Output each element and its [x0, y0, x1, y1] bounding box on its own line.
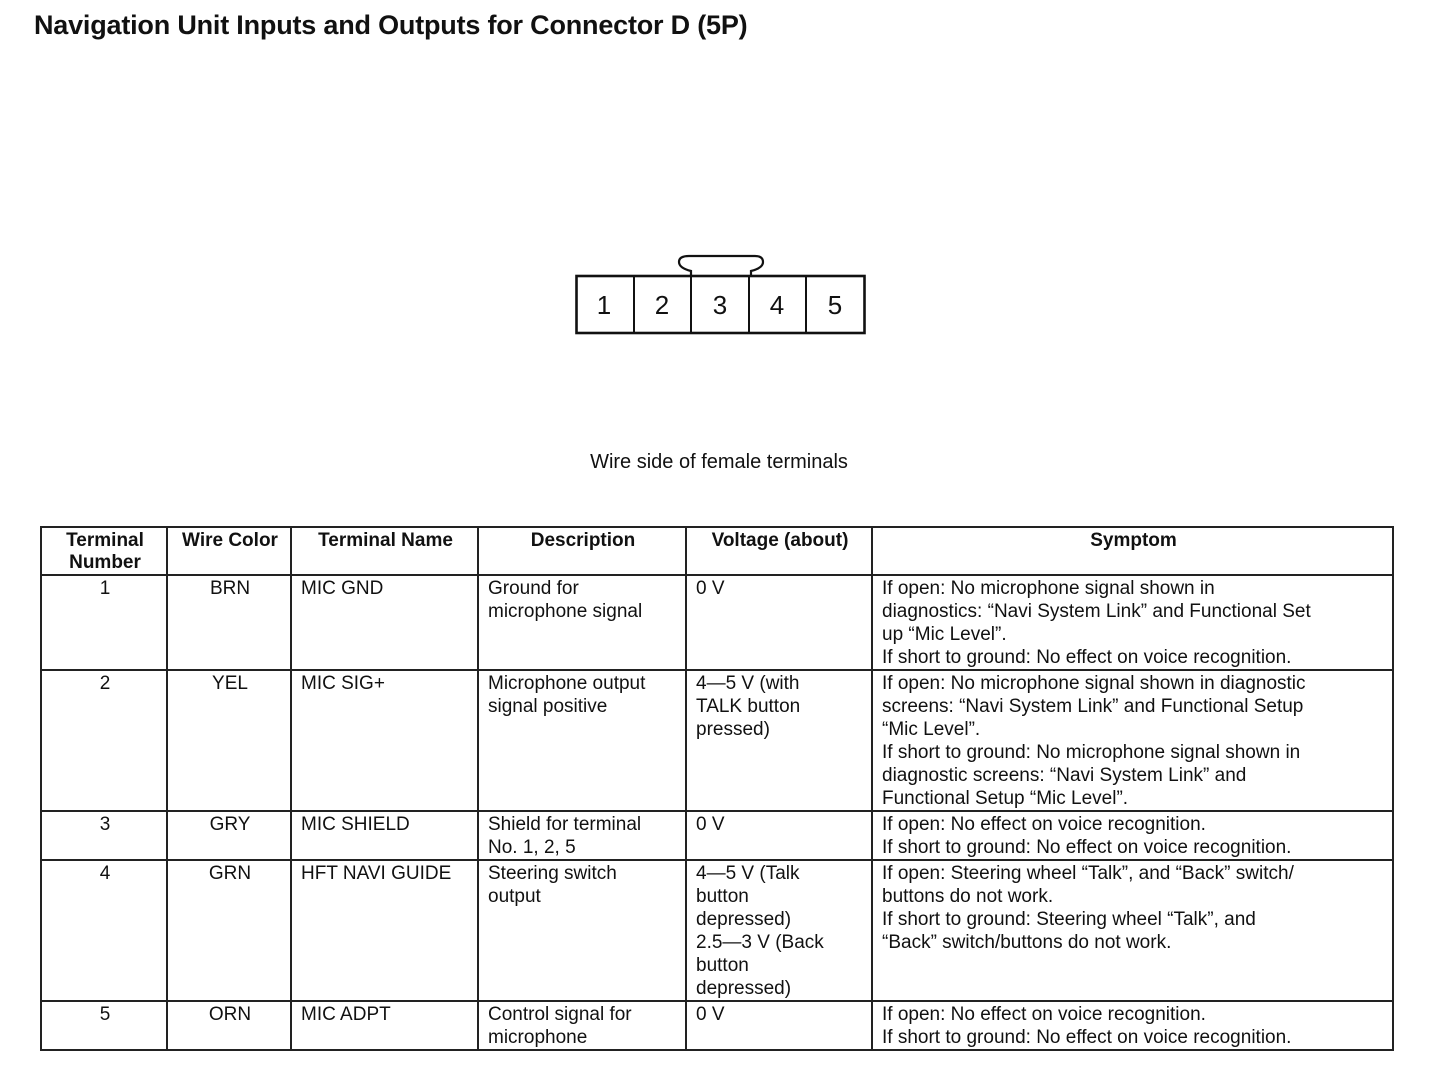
symptom-cell: If open: No microphone signal shown in diagnostics: “Navi System Link” and Functional Set up “Mic Level”. If short to ground: No effect on voice recognition.: [872, 575, 1393, 670]
terminal-number-cell: 1: [41, 575, 167, 670]
wire-color-cell: BRN: [167, 575, 291, 670]
connector-caption: [0, 451, 1440, 474]
table-header-row: [41, 527, 1393, 575]
symptom-cell: If open: Steering wheel “Talk”, and “Back” switch/ buttons do not work. If short to ground: Steering wheel “Talk”, and “Back” switch/buttons do not work.: [872, 860, 1393, 1001]
terminal-number-cell: 4: [41, 860, 167, 1001]
description-cell: Control signal for microphone: [478, 1001, 686, 1050]
table-row: [41, 860, 1393, 1001]
header-description: Description: [478, 527, 686, 575]
connector-pin-3: 3: [712, 290, 728, 320]
connector-pin-5: 5: [827, 290, 843, 320]
connector-pin-4: 4: [769, 290, 785, 320]
terminal-name-cell: MIC GND: [291, 575, 478, 670]
header-terminal-name: Terminal Name: [291, 527, 478, 575]
connector-diagram: [575, 254, 867, 336]
table-row: [41, 575, 1393, 670]
symptom-cell: If open: No microphone signal shown in diagnostic screens: “Navi System Link” and Functional Setup “Mic Level”. If short to ground: No microphone signal shown in diagnostic screens: “Navi System Link” and Functional Setup “Mic Level”.: [872, 670, 1393, 811]
wire-color-cell: ORN: [167, 1001, 291, 1050]
description-cell: Microphone output signal positive: [478, 670, 686, 811]
header-voltage: Voltage (about): [686, 527, 872, 575]
symptom-cell: If open: No effect on voice recognition. If short to ground: No effect on voice recognition.: [872, 811, 1393, 860]
terminal-name-cell: MIC SIG+: [291, 670, 478, 811]
wire-color-cell: YEL: [167, 670, 291, 811]
voltage-cell: 0 V: [686, 811, 872, 860]
caption-text: Wire side of female terminals: [590, 451, 848, 473]
symptom-cell: If open: No effect on voice recognition. If short to ground: No effect on voice recognition.: [872, 1001, 1393, 1050]
voltage-cell: 4—5 V (with TALK button pressed): [686, 670, 872, 811]
terminal-name-cell: MIC SHIELD: [291, 811, 478, 860]
table-row: [41, 1001, 1393, 1050]
terminal-number-cell: 3: [41, 811, 167, 860]
page-title: Navigation Unit Inputs and Outputs for Connector D (5P): [34, 10, 748, 40]
table-row: [41, 670, 1393, 811]
header-terminal-number: Terminal Number: [41, 527, 167, 575]
voltage-cell: 4—5 V (Talk button depressed) 2.5—3 V (Back button depressed): [686, 860, 872, 1001]
table-row: [41, 811, 1393, 860]
connector-pin-2: 2: [654, 290, 670, 320]
terminal-name-cell: MIC ADPT: [291, 1001, 478, 1050]
header-symptom: Symptom: [872, 527, 1393, 575]
wire-color-cell: GRY: [167, 811, 291, 860]
terminal-name-cell: HFT NAVI GUIDE: [291, 860, 478, 1001]
pin-table: [40, 526, 1394, 1051]
wire-color-cell: GRN: [167, 860, 291, 1001]
description-cell: Steering switch output: [478, 860, 686, 1001]
description-cell: Shield for terminal No. 1, 2, 5: [478, 811, 686, 860]
voltage-cell: 0 V: [686, 575, 872, 670]
connector-lock-tab: [679, 256, 763, 276]
voltage-cell: 0 V: [686, 1001, 872, 1050]
header-wire-color: Wire Color: [167, 527, 291, 575]
terminal-number-cell: 2: [41, 670, 167, 811]
terminal-number-cell: 5: [41, 1001, 167, 1050]
description-cell: Ground for microphone signal: [478, 575, 686, 670]
connector-pin-1: 1: [596, 290, 612, 320]
